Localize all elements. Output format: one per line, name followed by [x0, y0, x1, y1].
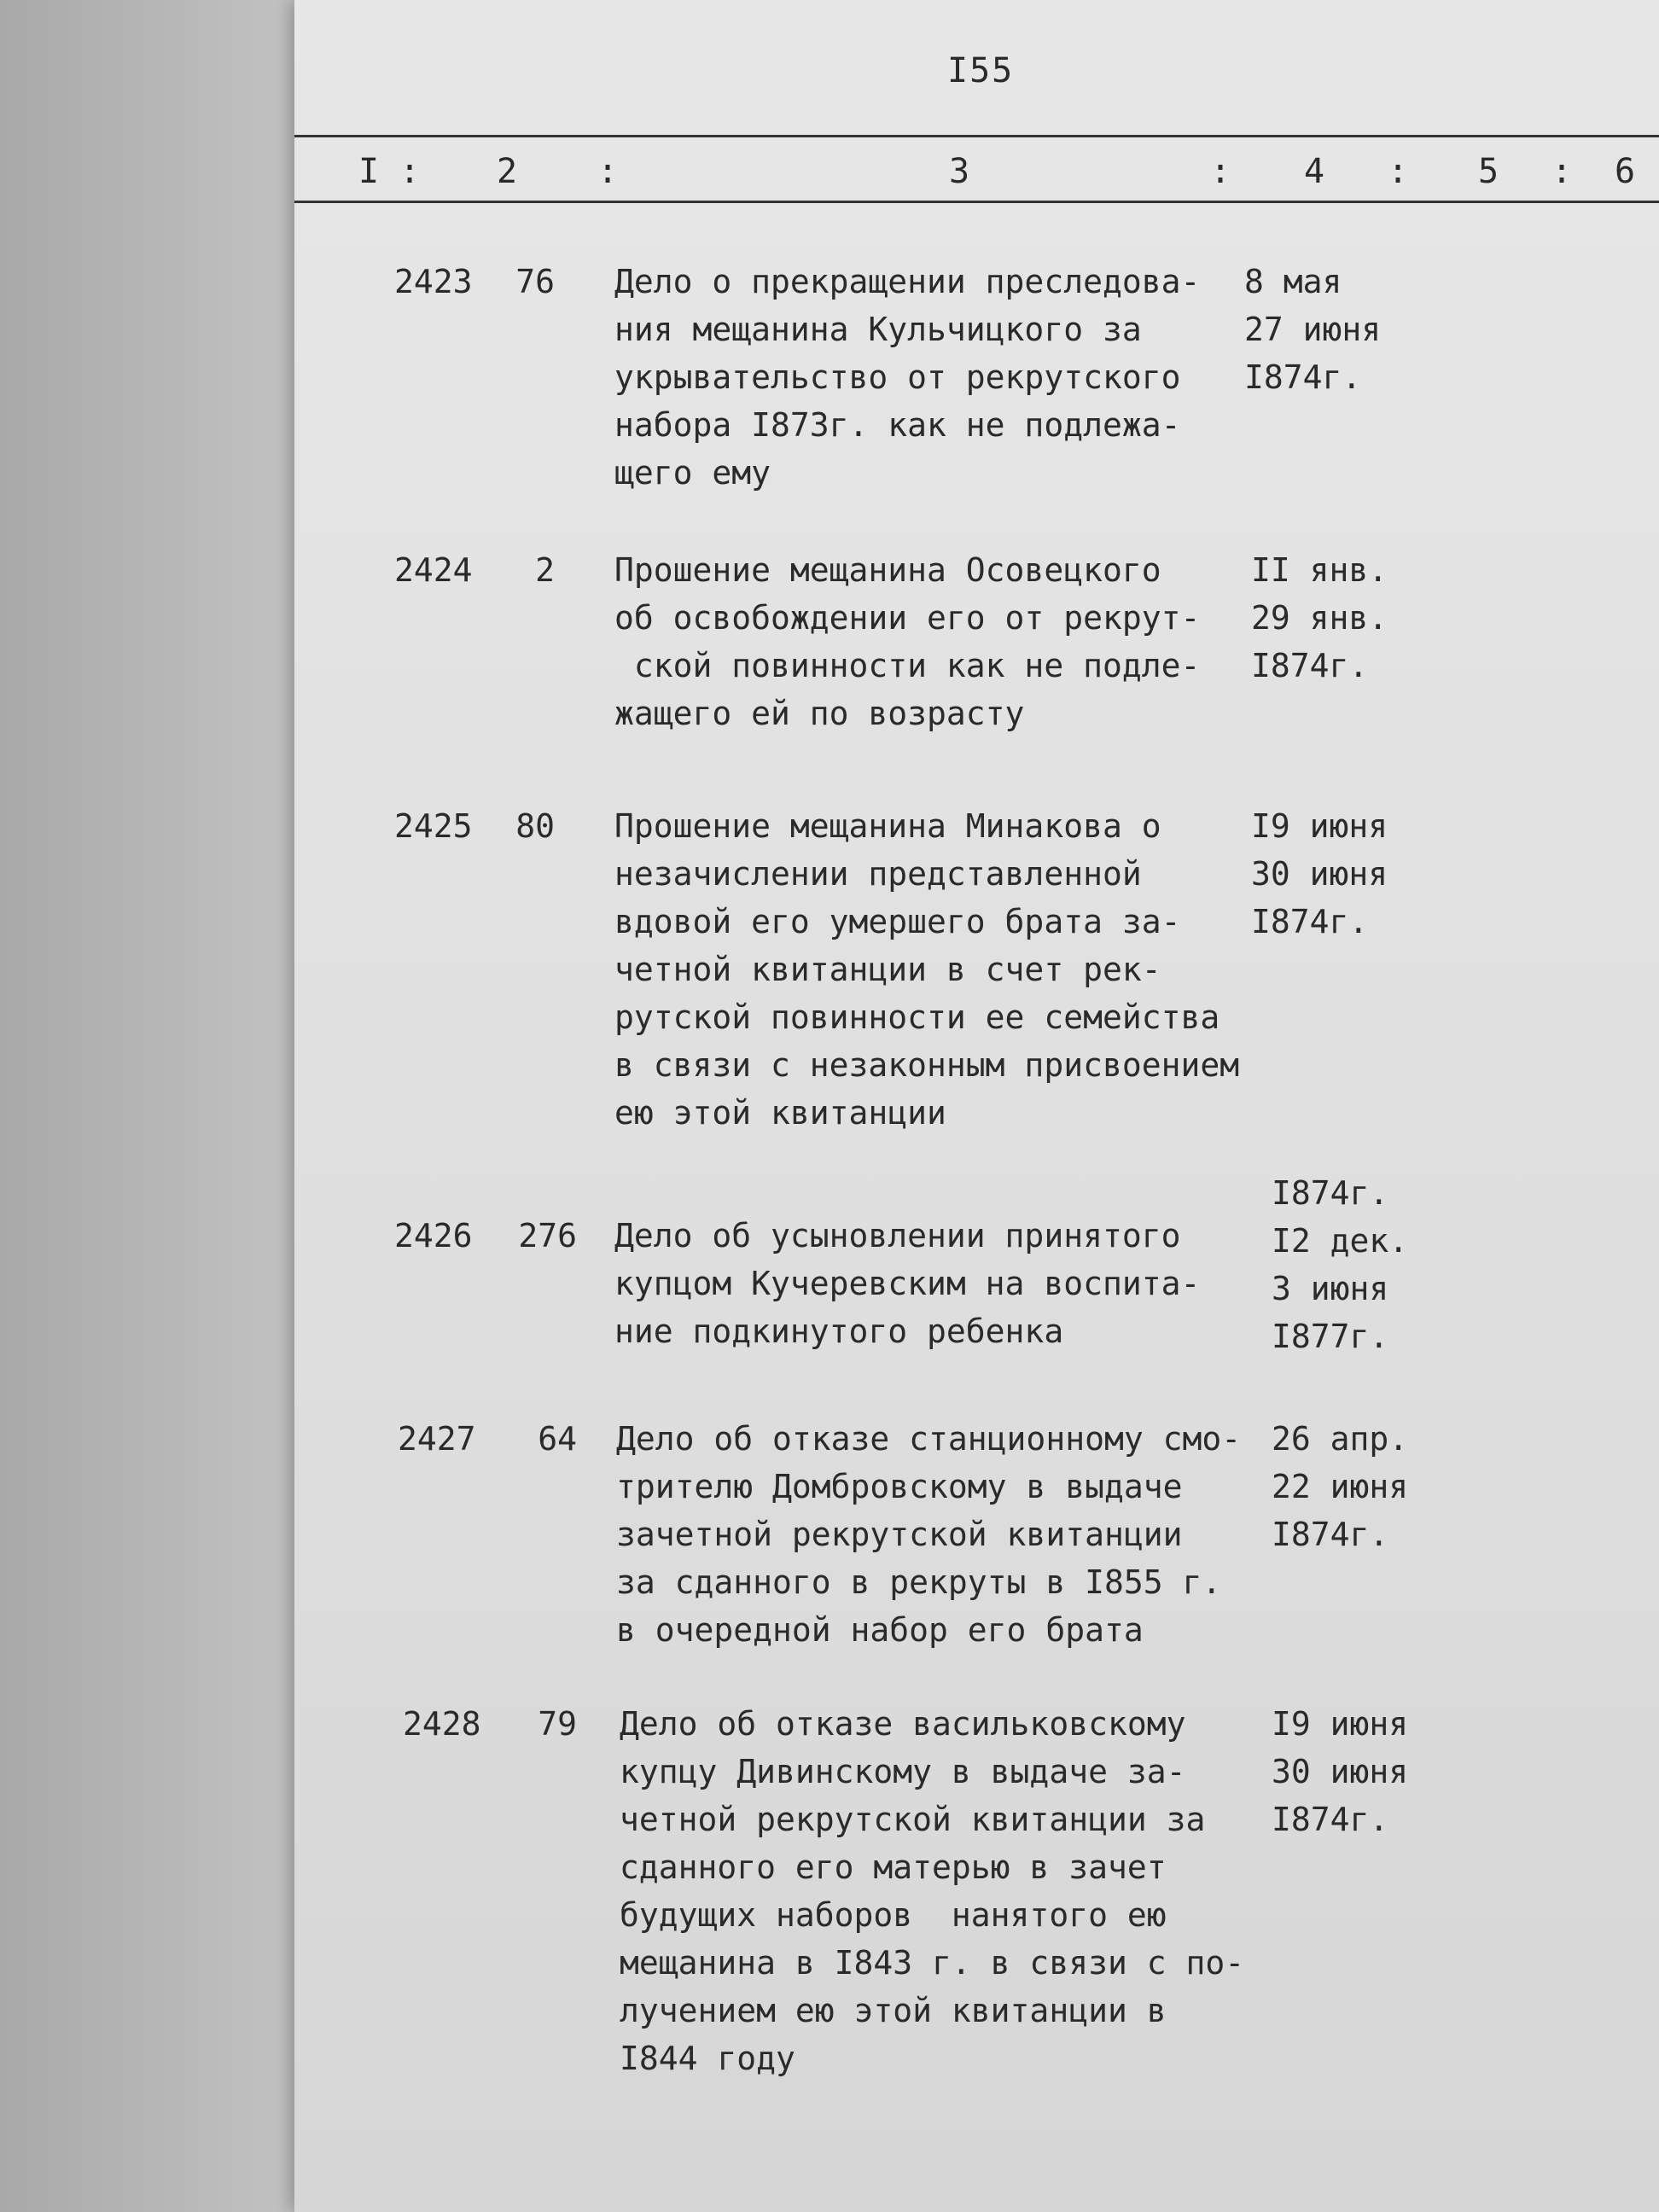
entry-description: Дело о прекращении преследова- ния мещанина Кульчицкого за укрывательство от рекрутского набора I873г. как не подлежа- щего ему	[614, 263, 1201, 492]
column-head-4: 4	[1304, 152, 1325, 191]
column-separator: :	[1551, 152, 1573, 191]
sheet-count: 276	[518, 1217, 577, 1254]
column-head-5: 5	[1478, 152, 1499, 191]
entry-dates: I9 июня 30 июня I874г.	[1251, 807, 1388, 940]
column-separator: :	[1388, 152, 1409, 191]
entry-description: Дело об отказе васильковскому купцу Дивинскому в выдаче за- четной рекрутской квитанции за сданного его матерью в зачет будущих наборов нанятого ею мещанина в I843 г. в связи с по- лучением ею этой квитанции в I844 году	[620, 1705, 1245, 2077]
entry-description: Прошение мещанина Осовецкого об освобождении его от рекрут- ской повинности как не подле- жащего ей по возрасту	[614, 551, 1201, 732]
column-separator: :	[597, 152, 619, 191]
sheet-count: 76	[515, 263, 555, 300]
entry-description: Дело об усыновлении принятого купцом Кучеревским на воспита- ние подкинутого ребенка	[614, 1217, 1201, 1350]
facing-page-bleed-through	[0, 0, 299, 2212]
entry-dates: I9 июня 30 июня I874г.	[1272, 1705, 1409, 1838]
entry-number: 2428	[403, 1705, 481, 1743]
column-head-3: 3	[949, 152, 970, 191]
column-separator: :	[1210, 152, 1231, 191]
header-rule-top	[294, 135, 1659, 137]
entry-dates: I874г. I2 дек. 3 июня I877г.	[1272, 1174, 1409, 1355]
sheet-count: 79	[538, 1705, 577, 1743]
entry-dates: 8 мая 27 июня I874г.	[1244, 263, 1382, 396]
entry-number: 2424	[394, 551, 473, 589]
sheet-count: 80	[515, 807, 555, 845]
entry-number: 2425	[394, 807, 473, 845]
entry-number: 2423	[394, 263, 473, 300]
page-number: I55	[947, 51, 1015, 90]
sheet-count: 64	[538, 1420, 577, 1458]
entry-dates: II янв. 29 янв. I874г.	[1251, 551, 1388, 684]
column-head-2: 2	[497, 152, 518, 191]
column-head-1: I	[358, 152, 380, 191]
entry-number: 2426	[394, 1217, 473, 1254]
entry-description: Дело об отказе станционному смо- трителю Домбровскому в выдаче зачетной рекрутской квитанции за сданного в рекруты в I855 г. в очередной набор его брата	[616, 1420, 1242, 1649]
entry-number: 2427	[398, 1420, 476, 1458]
sheet-count: 2	[535, 551, 555, 589]
header-rule-bottom	[294, 201, 1659, 203]
entry-description: Прошение мещанина Минакова о незачислении представленной вдовой его умершего брата за- четной квитанции в счет рек- рутской повинности ее семейства в связи с незаконным присвоением ею этой квитанции	[614, 807, 1240, 1132]
column-head-6: 6	[1615, 152, 1636, 191]
column-separator: :	[399, 152, 421, 191]
entry-dates: 26 апр. 22 июня I874г.	[1272, 1420, 1409, 1553]
